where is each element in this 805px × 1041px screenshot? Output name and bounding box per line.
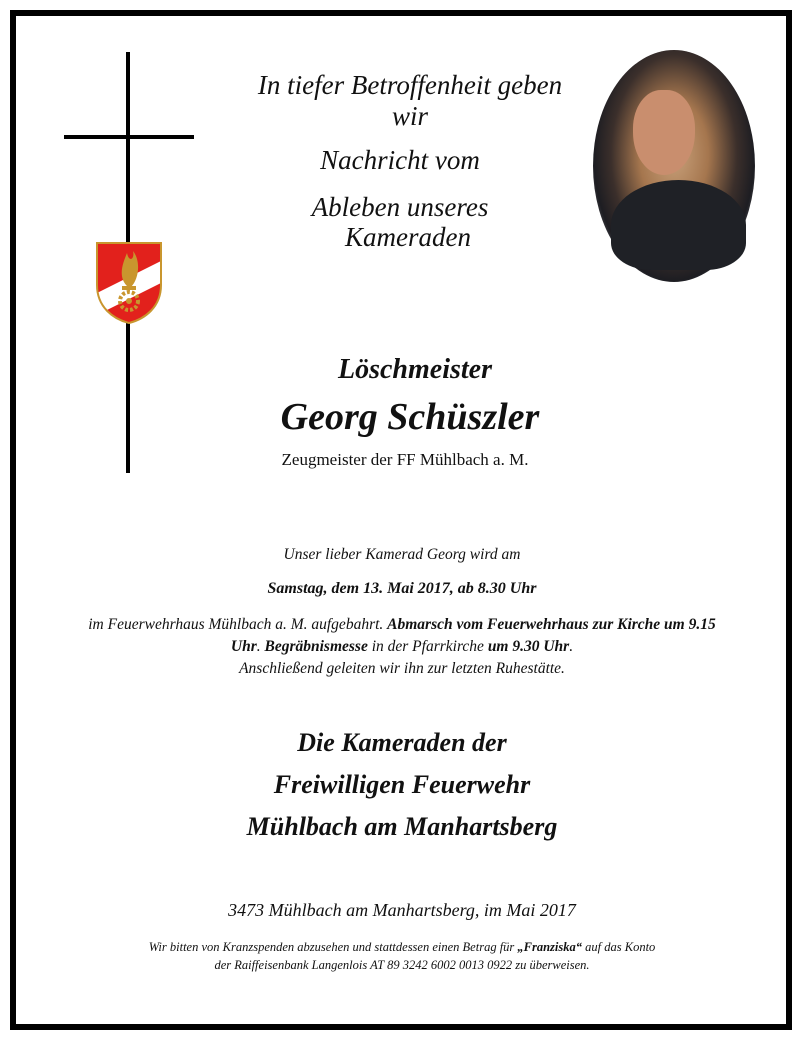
mass-label: Begräbnismesse bbox=[264, 638, 368, 655]
intro-line-1: In tiefer Betroffenheit geben bbox=[257, 70, 563, 100]
intro-line-3: Nachricht vom bbox=[320, 145, 480, 175]
signature-line-1: Die Kameraden der bbox=[297, 728, 507, 757]
burial-text: Anschließend geleiten wir ihn zur letzten Ruhestätte. bbox=[239, 660, 565, 677]
signature-line-3: Mühlbach am Manhartsberg bbox=[246, 812, 558, 841]
note-text: Wir bitten von Kranzspenden abzusehen und stattdessen einen Betrag für bbox=[148, 940, 518, 954]
details-text: in der Pfarrkirche bbox=[367, 638, 488, 655]
bank-details: der Raiffeisenbank Langenlois AT 89 3242 6002 0013 0922 zu überweisen. bbox=[214, 958, 590, 972]
viewing-date: Samstag, dem 13. Mai 2017, ab 8.30 Uhr bbox=[267, 580, 537, 597]
funeral-details bbox=[80, 614, 724, 680]
procession-time: Abmarsch vom Feuerwehrhaus zur Kirche um 9.15 Uhr bbox=[230, 616, 716, 655]
details-text: . bbox=[256, 638, 265, 655]
intro-line-2: wir bbox=[391, 101, 429, 131]
fire-brigade-crest-icon bbox=[95, 241, 163, 325]
intro-line-5: Kameraden bbox=[345, 222, 471, 252]
donation-note bbox=[70, 938, 734, 974]
deceased-role: Zeugmeister der FF Mühlbach a. M. bbox=[281, 450, 529, 469]
rank: Löschmeister bbox=[338, 354, 492, 385]
donation-beneficiary: „Franziska“ bbox=[517, 940, 583, 954]
note-text: auf das Konto bbox=[582, 940, 656, 954]
intro-line-4: Ableben unseres bbox=[311, 192, 489, 222]
signature-line-2: Freiwilligen Feuerwehr bbox=[273, 770, 531, 799]
announcement: Unser lieber Kamerad Georg wird am bbox=[283, 546, 521, 563]
place-date: 3473 Mühlbach am Manhartsberg, im Mai 2017 bbox=[228, 900, 576, 920]
details-text: im Feuerwehrhaus Mühlbach a. M. aufgebahrt. bbox=[88, 616, 388, 633]
deceased-name: Georg Schüszler bbox=[280, 396, 540, 438]
mass-time: um 9.30 Uhr bbox=[487, 638, 570, 655]
cross-icon-bar bbox=[64, 135, 194, 139]
details-text: . bbox=[569, 638, 574, 655]
